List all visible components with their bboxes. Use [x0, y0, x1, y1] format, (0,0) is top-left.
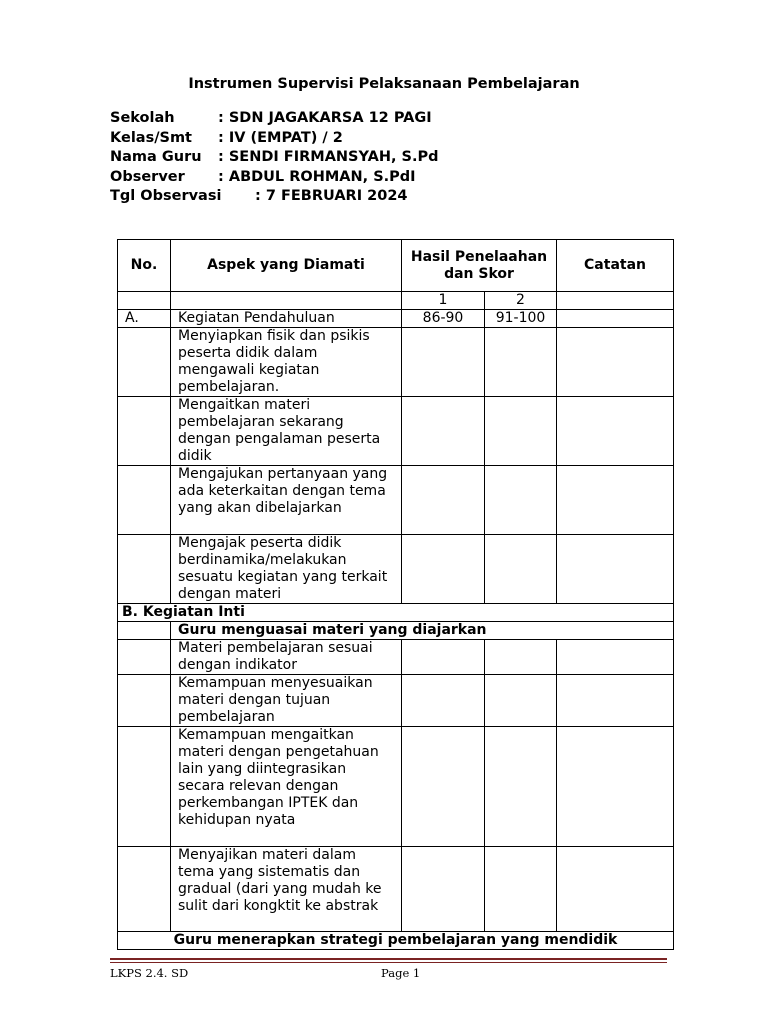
section-a-score1: 86-90	[402, 310, 485, 328]
subsection-row	[118, 622, 674, 640]
section-b-label: B. Kegiatan Inti	[118, 604, 674, 622]
info-row-guru	[110, 148, 439, 168]
catatan-cell[interactable]	[557, 328, 674, 397]
footer-page-number: Page 1	[381, 966, 421, 980]
score-cell[interactable]	[485, 328, 557, 397]
aspect-text: Mengaitkan materi pembelajaran sekarang dengan pengalaman peserta didik	[171, 397, 402, 466]
score-cell[interactable]	[485, 466, 557, 535]
footer-divider-thin	[110, 962, 667, 963]
header-row	[118, 240, 674, 292]
info-label: Nama Guru	[110, 149, 202, 165]
header-no: No.	[118, 240, 171, 292]
cell-empty	[171, 292, 402, 310]
score-cell[interactable]	[402, 847, 485, 932]
supervision-table	[117, 239, 674, 950]
table-row	[118, 397, 674, 466]
catatan-cell[interactable]	[557, 397, 674, 466]
cell-empty	[557, 310, 674, 328]
info-row-kelas	[110, 129, 439, 149]
catatan-cell[interactable]	[557, 466, 674, 535]
aspect-text: Materi pembelajaran sesuai dengan indikator	[171, 640, 402, 675]
catatan-cell[interactable]	[557, 535, 674, 604]
score-cell[interactable]	[402, 727, 485, 847]
info-value: : 7 FEBRUARI 2024	[255, 188, 408, 204]
score-cell[interactable]	[485, 675, 557, 727]
cell-empty	[118, 292, 171, 310]
aspect-text: Kemampuan menyesuaikan materi dengan tujuan pembelajaran	[171, 675, 402, 727]
score-cell[interactable]	[402, 675, 485, 727]
header-catatan: Catatan	[557, 240, 674, 292]
catatan-cell[interactable]	[557, 675, 674, 727]
page-title: Instrumen Supervisi Pelaksanaan Pembelajaran	[188, 76, 580, 92]
score-cell[interactable]	[402, 466, 485, 535]
table-row	[118, 727, 674, 847]
aspect-text: Menyajikan materi dalam tema yang sistematis dan gradual (dari yang mudah ke sulit dari kongktit ke abstrak	[171, 847, 402, 932]
info-label: Tgl Observasi	[110, 188, 222, 204]
catatan-cell[interactable]	[557, 727, 674, 847]
table-row	[118, 466, 674, 535]
table-row	[118, 640, 674, 675]
subsection-b2-label: Guru menerapkan strategi pembelajaran yang mendidik	[118, 932, 674, 950]
info-label: Kelas/Smt	[110, 129, 192, 146]
info-value: : SDN JAGAKARSA 12 PAGI	[218, 110, 432, 126]
section-a-score2: 91-100	[485, 310, 557, 328]
score-cell[interactable]	[485, 727, 557, 847]
score-col-1: 1	[402, 292, 485, 310]
score-col-2: 2	[485, 292, 557, 310]
aspect-text: Menyiapkan fisik dan psikis peserta didik dalam mengawali kegiatan pembelajaran.	[171, 328, 402, 397]
info-label: Observer	[110, 168, 185, 185]
table-row	[118, 675, 674, 727]
table-row	[118, 847, 674, 932]
info-value: : IV (EMPAT) / 2	[218, 129, 343, 146]
info-row-observer	[110, 168, 439, 188]
info-value: : SENDI FIRMANSYAH, S.Pd	[218, 149, 439, 165]
catatan-cell[interactable]	[557, 847, 674, 932]
score-cell[interactable]	[485, 847, 557, 932]
score-cell[interactable]	[402, 397, 485, 466]
subsection-row	[118, 932, 674, 950]
footer-doc-code: LKPS 2.4. SD	[110, 966, 189, 980]
info-row-tgl	[110, 187, 439, 207]
header-hasil: Hasil Penelaahan dan Skor	[402, 240, 557, 292]
section-a-row	[118, 310, 674, 328]
cell-empty	[557, 292, 674, 310]
subsection-b1-label: Guru menguasai materi yang diajarkan	[171, 622, 674, 640]
catatan-cell[interactable]	[557, 640, 674, 675]
footer-divider	[110, 958, 667, 960]
table-row	[118, 535, 674, 604]
table-row	[118, 328, 674, 397]
score-cell[interactable]	[402, 535, 485, 604]
score-cell[interactable]	[485, 535, 557, 604]
score-cell[interactable]	[402, 640, 485, 675]
score-cell[interactable]	[402, 328, 485, 397]
score-cell[interactable]	[485, 397, 557, 466]
section-b-row	[118, 604, 674, 622]
score-cell[interactable]	[485, 640, 557, 675]
section-a-no: A.	[118, 310, 171, 328]
info-block	[110, 109, 439, 207]
aspect-text: Mengajak peserta didik berdinamika/melakukan sesuatu kegiatan yang terkait dengan materi	[171, 535, 402, 604]
aspect-text: Mengajukan pertanyaan yang ada keterkaitan dengan tema yang akan dibelajarkan	[171, 466, 402, 535]
info-label: Sekolah	[110, 110, 175, 126]
info-value: : ABDUL ROHMAN, S.PdI	[218, 168, 416, 185]
info-row-sekolah	[110, 109, 439, 129]
section-a-label: Kegiatan Pendahuluan	[171, 310, 402, 328]
header-aspek: Aspek yang Diamati	[171, 240, 402, 292]
aspect-text: Kemampuan mengaitkan materi dengan pengetahuan lain yang diintegrasikan secara relevan dengan perkembangan IPTEK dan kehidupan nyata	[171, 727, 402, 847]
score-number-row	[118, 292, 674, 310]
